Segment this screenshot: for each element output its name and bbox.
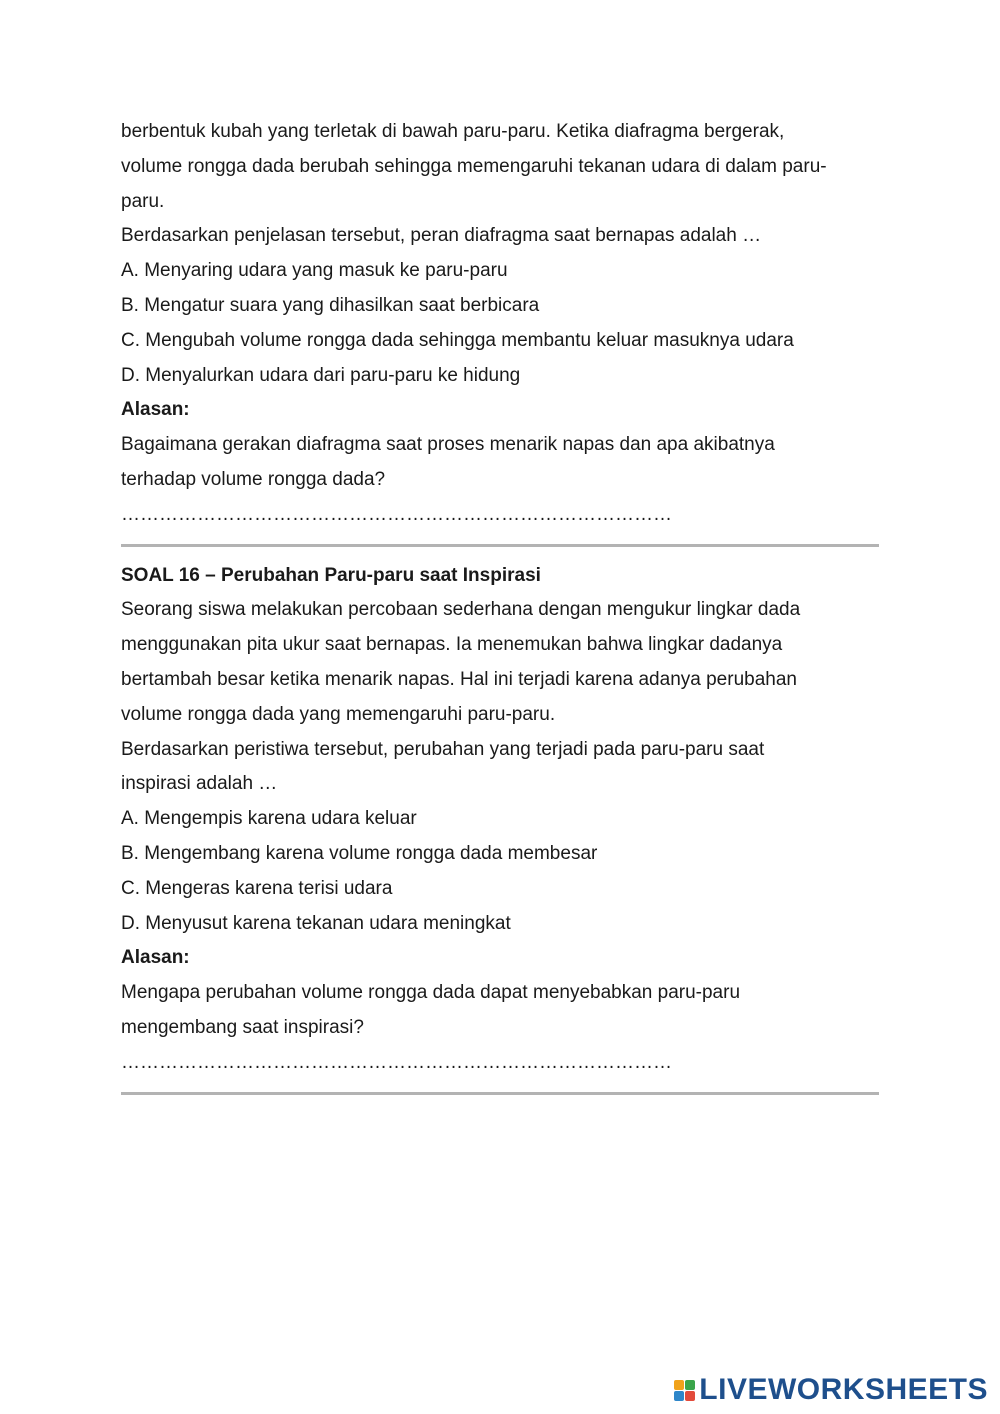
q15-reason-label: Alasan:	[121, 399, 190, 421]
q16-reason-line-1: Mengapa perubahan volume rongga dada dapat menyebabkan paru-paru	[121, 982, 741, 1004]
intro-line-3: paru.	[121, 190, 165, 212]
q15-reason-line-2: terhadap volume rongga dada?	[121, 468, 386, 490]
q15-option-c[interactable]: C. Mengubah volume rongga dada sehingga membantu keluar masuknya udara	[121, 329, 794, 351]
q16-reason-label: Alasan:	[121, 947, 190, 969]
logo-square-3	[674, 1391, 684, 1401]
logo-square-2	[685, 1380, 695, 1390]
intro-line-2: volume rongga dada berubah sehingga memengaruhi tekanan udara di dalam paru-	[121, 155, 827, 177]
q15-option-a[interactable]: A. Menyaring udara yang masuk ke paru-paru	[121, 260, 508, 282]
liveworksheets-logo	[674, 1373, 988, 1407]
q15-option-b[interactable]: B. Mengatur suara yang dihasilkan saat berbicara	[121, 294, 540, 316]
q16-option-c[interactable]: C. Mengeras karena terisi udara	[121, 877, 393, 899]
logo-mark-icon	[674, 1380, 695, 1401]
worksheet-page	[121, 115, 879, 1107]
logo-square-4	[685, 1391, 695, 1401]
q16-question-line-2: inspirasi adalah …	[121, 773, 278, 795]
section-divider	[121, 1092, 879, 1095]
q16-option-d[interactable]: D. Menyusut karena tekanan udara meningkat	[121, 912, 511, 934]
q16-answer-field[interactable]: ……………………………………………………………………………	[121, 1051, 672, 1073]
intro-line-1: berbentuk kubah yang terletak di bawah paru-paru. Ketika diafragma bergerak,	[121, 121, 785, 142]
q16-body-line-4: volume rongga dada yang memengaruhi paru-paru.	[121, 703, 556, 725]
q16-option-a[interactable]: A. Mengempis karena udara keluar	[121, 808, 417, 830]
q16-reason-line-2: mengembang saat inspirasi?	[121, 1016, 364, 1038]
q15-option-d[interactable]: D. Menyalurkan udara dari paru-paru ke hidung	[121, 364, 521, 386]
q15-answer-field[interactable]: ……………………………………………………………………………	[121, 503, 672, 525]
q16-option-b[interactable]: B. Mengembang karena volume rongga dada membesar	[121, 842, 598, 864]
logo-square-1	[674, 1380, 684, 1390]
q16-question-line-1: Berdasarkan peristiwa tersebut, perubahan yang terjadi pada paru-paru saat	[121, 738, 765, 760]
section-divider	[121, 544, 879, 547]
q16-body-line-1: Seorang siswa melakukan percobaan sederhana dengan mengukur lingkar dada	[121, 599, 801, 621]
q15-reason-line-1: Bagaimana gerakan diafragma saat proses menarik napas dan apa akibatnya	[121, 434, 775, 456]
q16-title: SOAL 16 – Perubahan Paru-paru saat Inspirasi	[121, 564, 541, 586]
q16-body-line-2: menggunakan pita ukur saat bernapas. Ia menemukan bahwa lingkar dadanya	[121, 634, 783, 656]
q15-question: Berdasarkan penjelasan tersebut, peran diafragma saat bernapas adalah …	[121, 225, 762, 247]
logo-text: LIVEWORKSHEETS	[699, 1373, 988, 1406]
q16-body-line-3: bertambah besar ketika menarik napas. Hal ini terjadi karena adanya perubahan	[121, 668, 797, 690]
